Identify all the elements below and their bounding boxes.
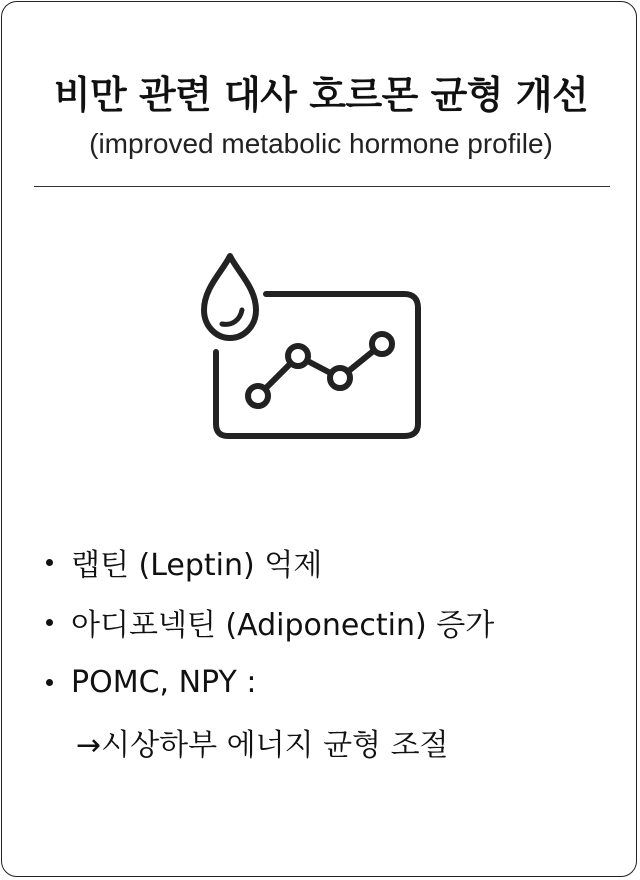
chart-point-icon bbox=[372, 334, 392, 354]
chart-point-icon bbox=[288, 346, 308, 366]
list-sub-item-text: →시상하부 에너지 균형 조절 bbox=[76, 728, 449, 763]
list-item bbox=[42, 592, 622, 652]
list-item-text: 랩틴 (Leptin) 억제 bbox=[71, 548, 323, 583]
bullet-dot bbox=[46, 679, 53, 686]
list-sub-item bbox=[42, 712, 622, 772]
chart-point-icon bbox=[330, 368, 350, 388]
drop-highlight-icon bbox=[222, 310, 242, 324]
bullet-list bbox=[42, 532, 622, 772]
list-item-text: 아디포넥틴 (Adiponectin) 증가 bbox=[71, 608, 495, 643]
bullet-dot bbox=[46, 559, 53, 566]
drop-and-line-chart-icon bbox=[192, 248, 428, 444]
card-subtitle: (improved metabolic hormone profile) bbox=[89, 128, 553, 159]
trend-line-icon bbox=[258, 344, 382, 396]
chart-point-icon bbox=[248, 386, 268, 406]
bullet-dot bbox=[46, 619, 53, 626]
list-item-text: POMC, NPY : bbox=[71, 664, 257, 700]
list-item bbox=[42, 532, 622, 592]
divider bbox=[34, 186, 610, 187]
list-item bbox=[42, 652, 622, 712]
info-card bbox=[1, 1, 637, 877]
card-title: 비만 관련 대사 호르몬 균형 개선 bbox=[53, 73, 589, 117]
